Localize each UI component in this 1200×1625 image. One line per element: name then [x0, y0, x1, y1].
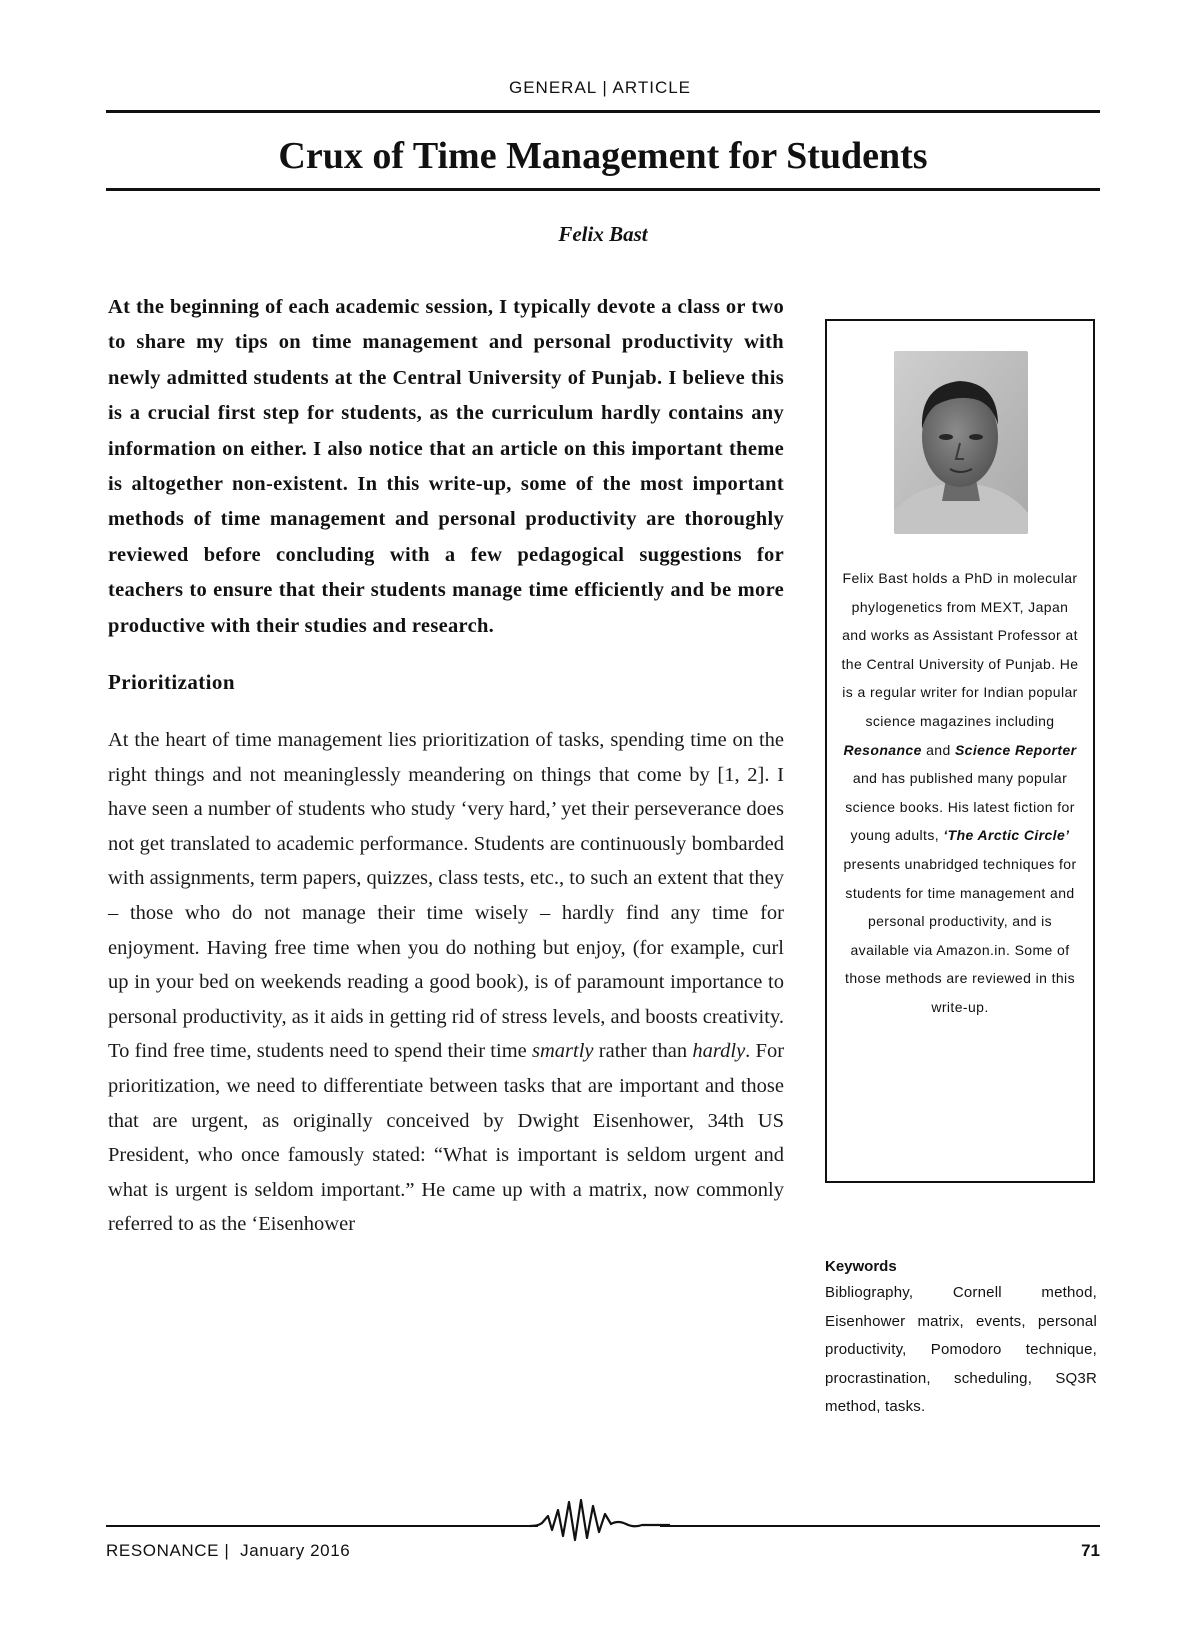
body-paragraph [108, 723, 784, 1242]
author-photo-icon [894, 351, 1028, 534]
body-text-part-2: rather than [598, 1040, 688, 1063]
footer-rule-left [106, 1525, 538, 1527]
bio-emphasis-science-reporter: Science Reporter [954, 741, 1077, 758]
bio-text-part-3: and has published many popular science books. His latest fiction for young adults, [845, 770, 1075, 844]
bio-text-part-4: presents unabridged techniques for students for time management and personal productivity, and is available via Amazon.in. Some of those methods are reviewed in this write-up. [843, 855, 1077, 1015]
header-rule-top [106, 110, 1100, 113]
main-column [108, 290, 784, 1242]
article-title: Crux of Time Management for Students [278, 135, 928, 177]
footer-date: January 2016 [240, 1541, 351, 1560]
footer-separator: | [224, 1541, 230, 1560]
footer-rule-right [660, 1525, 1100, 1527]
abstract: At the beginning of each academic session, I typically devote a class or two to share my tips on time management and personal productivity with newly admitted students at the Central University of Punjab. I believe this is a crucial first step for students, as the curriculum hardly contains any information on either. I also notice that an article on this important theme is altogether non-existent. In this write-up, some of the most important methods of time management and personal productivity are thoroughly reviewed before concluding with a few pedagogical suggestions for teachers to ensure that their students manage time efficiently and be more productive with their studies and research. [108, 296, 784, 637]
keywords-title: Keywords [825, 1258, 897, 1275]
page-number: 71 [1081, 1541, 1100, 1560]
bio-emphasis-resonance: Resonance [843, 741, 922, 758]
author-bio [839, 564, 1081, 1022]
resonance-wave-logo-icon [530, 1490, 670, 1552]
header-rule-bottom [106, 188, 1100, 191]
section-header: GENERAL | ARTICLE [508, 78, 692, 97]
author-bio-box [825, 319, 1095, 1183]
body-emphasis-smartly: smartly [532, 1040, 594, 1063]
author-name: Felix Bast [558, 222, 648, 246]
body-text-part-3: . For prioritization, we need to differentiate between tasks that are important and those that are urgent, as originally conceived by Dwight Eisenhower, 34th US President, who once famously stated: “What is important is seldom urgent and what is urgent is seldom important.” He came up with a matrix, now commonly referred to as the ‘Eisenhower [108, 1040, 785, 1236]
portrait-illustration [894, 351, 1028, 534]
keywords-section [825, 1258, 1097, 1422]
footer-journal: RESONANCE [106, 1541, 220, 1560]
keywords-list: Bibliography, Cornell method, Eisenhower matrix, events, personal productivity, Pomodoro technique, procrastination, scheduling, SQ3R method, tasks. [825, 1284, 1097, 1415]
section-heading: Prioritization [108, 670, 235, 695]
bio-text-part-2: and [926, 741, 951, 758]
bio-text-part-1: Felix Bast holds a PhD in molecular phylogenetics from MEXT, Japan and works as Assistant Professor at the Central University of Punjab. He is a regular writer for Indian popular science magazines including [841, 570, 1079, 729]
bio-emphasis-arctic-circle: ‘The Arctic Circle’ [943, 827, 1070, 844]
body-emphasis-hardly: hardly [692, 1040, 746, 1063]
body-text-part-1: At the heart of time management lies prioritization of tasks, spending time on the right things and not meaninglessly meandering on things that come by [1, 2]. I have seen a number of students who study ‘very hard,’ yet their perseverance does not get translated to academic performance. Students are continuously bombarded with assignments, term papers, quizzes, class tests, etc., to such an extent that they – those who do not manage their time wisely – hardly find any time for enjoyment. Having free time when you do nothing but enjoy, (for example, curl up in your bed on weekends reading a good book), is of paramount importance to personal productivity, as it aids in getting rid of stress levels, and boosts creativity. To find free time, students need to spend their time [108, 729, 784, 1063]
footer-journal-date [106, 1541, 350, 1561]
